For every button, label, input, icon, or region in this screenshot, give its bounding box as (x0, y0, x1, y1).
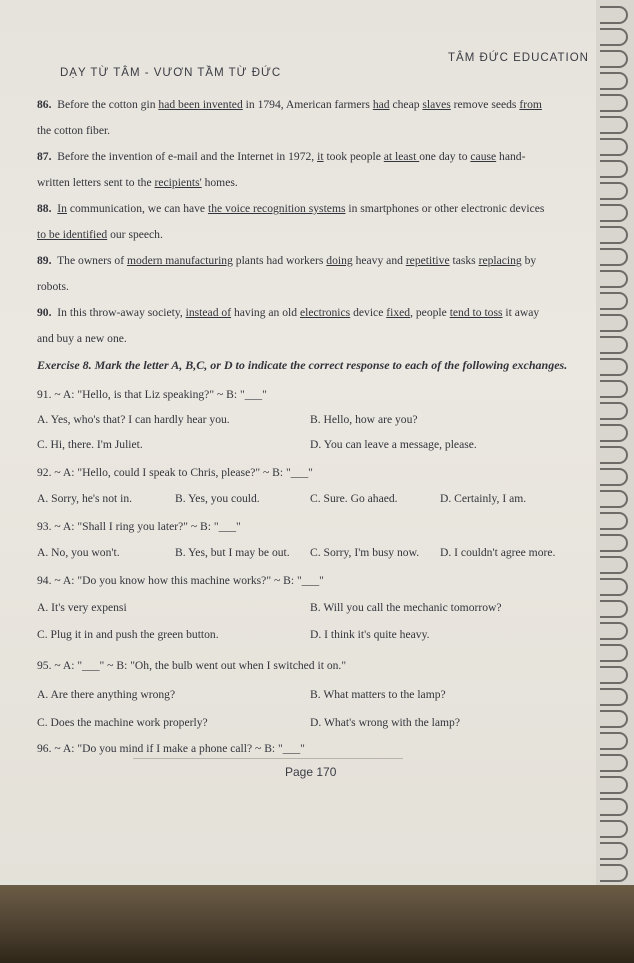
spiral-ring (600, 116, 628, 134)
spiral-ring (600, 842, 628, 860)
q94-option-b: B. Will you call the mechanic tomorrow? (310, 601, 502, 614)
sentence-87-line2: written letters sent to the recipients' homes. (37, 176, 238, 189)
spiral-ring (600, 248, 628, 266)
sentence-89-line2: robots. (37, 280, 69, 293)
question-91: 91. ~ A: "Hello, is that Liz speaking?" ~ B: "___" (37, 388, 267, 401)
sentence-86-line2: the cotton fiber. (37, 124, 111, 137)
spiral-ring (600, 72, 628, 90)
spiral-ring (600, 754, 628, 772)
q91-option-c: C. Hi, there. I'm Juliet. (37, 438, 143, 451)
q95-option-a: A. Are there anything wrong? (37, 688, 176, 701)
spiral-binding (596, 0, 634, 885)
spiral-ring (600, 578, 628, 596)
spiral-ring (600, 864, 628, 882)
spiral-ring (600, 182, 628, 200)
q92-option-b: B. Yes, you could. (175, 492, 260, 505)
spiral-ring (600, 534, 628, 552)
q93-option-c: C. Sorry, I'm busy now. (310, 546, 420, 559)
sentence-86-line1: 86. Before the cotton gin had been invented in 1794, American farmers had cheap slaves remove seeds from (37, 98, 542, 111)
q93-option-d: D. I couldn't agree more. (440, 546, 556, 559)
spiral-ring (600, 292, 628, 310)
sentence-90-line2: and buy a new one. (37, 332, 127, 345)
q91-option-d: D. You can leave a message, please. (310, 438, 477, 451)
spiral-ring (600, 336, 628, 354)
q92-option-a: A. Sorry, he's not in. (37, 492, 133, 505)
header-slogan: DẠY TỪ TÂM - VƯƠN TẦM TỪ ĐỨC (60, 67, 282, 79)
spiral-ring (600, 490, 628, 508)
spiral-ring (600, 644, 628, 662)
sentence-90-line1: 90. In this throw-away society, instead of having an old electronics device fixed, people tend to toss it away (37, 306, 540, 319)
spiral-ring (600, 468, 628, 486)
question-96: 96. ~ A: "Do you mind if I make a phone call? ~ B: "___" (37, 742, 305, 755)
sentence-89-line1: 89. The owners of modern manufacturing plants had workers doing heavy and repetitive tasks replacing by (37, 254, 537, 267)
page-number: Page 170 (285, 765, 337, 779)
spiral-ring (600, 556, 628, 574)
spiral-ring (600, 204, 628, 222)
spiral-ring (600, 28, 628, 46)
spiral-ring (600, 798, 628, 816)
spiral-ring (600, 732, 628, 750)
spiral-ring (600, 50, 628, 68)
spiral-ring (600, 226, 628, 244)
spiral-ring (600, 270, 628, 288)
spiral-ring (600, 160, 628, 178)
spiral-ring (600, 6, 628, 24)
q95-option-d: D. What's wrong with the lamp? (310, 716, 460, 729)
spiral-ring (600, 380, 628, 398)
header-brand: TÂM ĐỨC EDUCATION (448, 52, 589, 64)
spiral-ring (600, 94, 628, 112)
q94-option-c: C. Plug it in and push the green button. (37, 628, 219, 641)
spiral-ring (600, 402, 628, 420)
desk-surface (0, 885, 634, 963)
spiral-ring (600, 688, 628, 706)
spiral-ring (600, 600, 628, 618)
q93-option-b: B. Yes, but I may be out. (175, 546, 290, 559)
spiral-ring (600, 138, 628, 156)
q95-option-b: B. What matters to the lamp? (310, 688, 446, 701)
spiral-ring (600, 314, 628, 332)
sentence-88-line2: to be identified our speech. (37, 228, 163, 241)
question-94: 94. ~ A: "Do you know how this machine works?" ~ B: "___" (37, 574, 324, 587)
q94-option-a: A. It's very expensi (37, 601, 127, 614)
spiral-ring (600, 446, 628, 464)
question-92: 92. ~ A: "Hello, could I speak to Chris, please?" ~ B: "___" (37, 466, 313, 479)
spiral-ring (600, 666, 628, 684)
spiral-ring (600, 710, 628, 728)
exercise-title: Exercise 8. Mark the letter A, B,C, or D to indicate the correct response to each of the following exchanges. (37, 358, 568, 372)
q92-option-c: C. Sure. Go ahaed. (310, 492, 398, 505)
question-95: 95. ~ A: "___" ~ B: "Oh, the bulb went out when I switched it on." (37, 659, 347, 672)
spiral-ring (600, 622, 628, 640)
spiral-ring (600, 358, 628, 376)
q92-option-d: D. Certainly, I am. (440, 492, 527, 505)
q93-option-a: A. No, you won't. (37, 546, 120, 559)
spiral-ring (600, 776, 628, 794)
question-93: 93. ~ A: "Shall I ring you later?" ~ B: "___" (37, 520, 241, 533)
footer-divider (133, 758, 403, 759)
q95-option-c: C. Does the machine work properly? (37, 716, 208, 729)
sentence-88-line1: 88. In communication, we can have the voice recognition systems in smartphones or other electronic devices (37, 202, 545, 215)
q91-option-a: A. Yes, who's that? I can hardly hear you. (37, 413, 230, 426)
sentence-87-line1: 87. Before the invention of e-mail and the Internet in 1972, it took people at least one day to cause hand- (37, 150, 526, 163)
spiral-ring (600, 424, 628, 442)
q91-option-b: B. Hello, how are you? (310, 413, 418, 426)
spiral-ring (600, 512, 628, 530)
spiral-ring (600, 820, 628, 838)
q94-option-d: D. I think it's quite heavy. (310, 628, 430, 641)
